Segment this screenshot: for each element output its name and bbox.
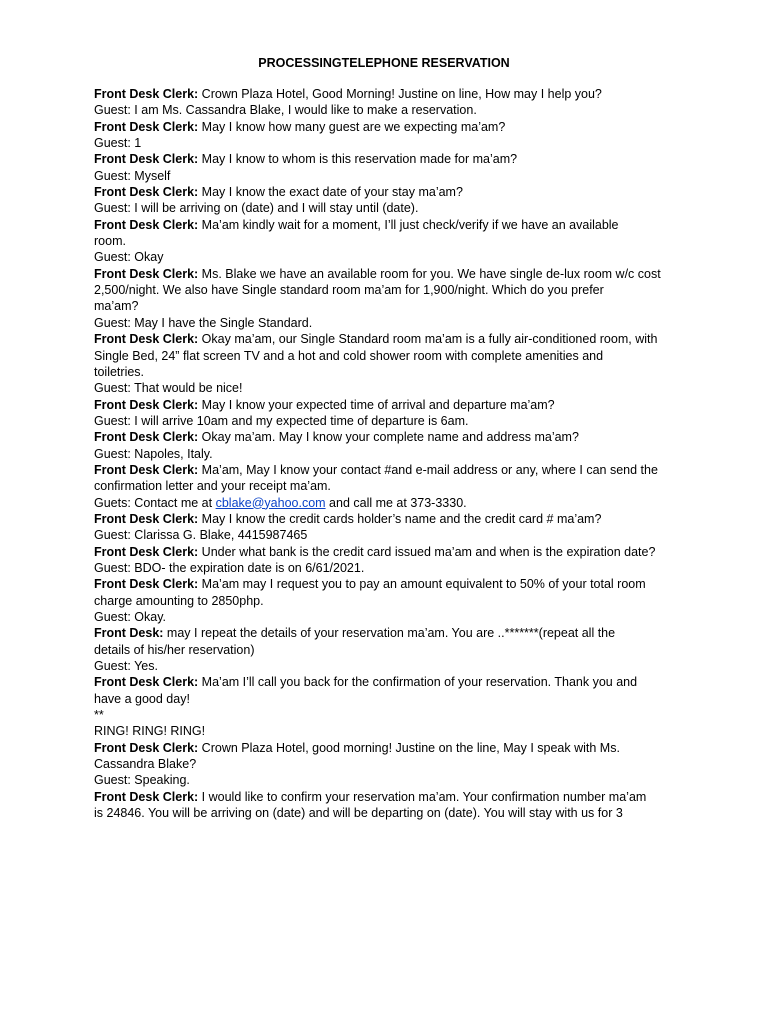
- dialogue-line: [94, 511, 684, 527]
- dialogue-line: [94, 168, 684, 184]
- speaker-label: Front Desk Clerk:: [94, 740, 199, 755]
- speaker-label: Front Desk:: [94, 626, 164, 641]
- dialogue-line: [94, 429, 684, 445]
- line-text: Cassandra Blake?: [94, 757, 197, 772]
- line-text: may I repeat the details of your reservation ma’am. You are ..*******(repeat all the: [163, 626, 616, 641]
- line-text: Single Bed, 24” flat screen TV and a hot and cold shower room with complete amenities and: [94, 348, 604, 363]
- speaker-label: Front Desk Clerk:: [94, 185, 199, 200]
- dialogue-line: [94, 772, 684, 788]
- dialogue-line: [94, 119, 684, 135]
- dialogue-line: [94, 625, 684, 641]
- dialogue-line: [94, 789, 684, 805]
- dialogue-line: [94, 544, 684, 560]
- line-text: Guest: Speaking.: [94, 773, 190, 788]
- dialogue-line: [94, 151, 684, 167]
- dialogue-line: [94, 723, 684, 739]
- dialogue-line: [94, 298, 684, 314]
- line-text: RING! RING! RING!: [94, 724, 206, 739]
- dialogue-line: [94, 282, 684, 298]
- dialogue-line: [94, 462, 684, 478]
- line-text: Ma’am may I request you to pay an amount equivalent to 50% of your total room: [198, 577, 646, 592]
- speaker-label: Front Desk Clerk:: [94, 217, 199, 232]
- dialogue-line: [94, 560, 684, 576]
- line-text: May I know how many guest are we expecting ma’am?: [198, 119, 506, 134]
- dialogue-line: [94, 658, 684, 674]
- dialogue-line: [94, 642, 684, 658]
- dialogue-line: [94, 478, 684, 494]
- dialogue-line: [94, 266, 684, 282]
- line-text: May I know the exact date of your stay ma’am?: [198, 185, 463, 200]
- speaker-label: Front Desk Clerk:: [94, 675, 199, 690]
- speaker-label: Front Desk Clerk:: [94, 87, 199, 101]
- line-text: Guest: Myself: [94, 168, 171, 183]
- speaker-label: Front Desk Clerk:: [94, 511, 199, 526]
- document-title: PROCESSINGTELEPHONE RESERVATION: [258, 56, 510, 70]
- line-text: Guest: Okay: [94, 250, 164, 265]
- line-text: Okay ma’am. May I know your complete name and address ma’am?: [198, 430, 579, 445]
- line-text: room.: [94, 234, 126, 249]
- line-text: 2,500/night. We also have Single standard room ma’am for 1,900/night. Which do you prefer: [94, 283, 604, 298]
- line-text: May I know to whom is this reservation made for ma’am?: [198, 152, 518, 167]
- dialogue-line: [94, 184, 684, 200]
- dialogue-line: [94, 495, 684, 511]
- dialogue-line: [94, 446, 684, 462]
- line-text: Guest: I will be arriving on (date) and I will stay until (date).: [94, 201, 419, 216]
- line-text: Under what bank is the credit card issued ma’am and when is the expiration date?: [198, 544, 656, 559]
- speaker-label: Front Desk Clerk:: [94, 789, 199, 804]
- line-text: Guest: I am Ms. Cassandra Blake, I would like to make a reservation.: [94, 103, 477, 118]
- dialogue-line: [94, 576, 684, 592]
- dialogue-line: [94, 348, 684, 364]
- dialogue-line: [94, 200, 684, 216]
- line-text: Guest: That would be nice!: [94, 381, 243, 396]
- dialogue-line: [94, 380, 684, 396]
- dialogue-line: [94, 674, 684, 690]
- line-text: Ma’am I’ll call you back for the confirmation of your reservation. Thank you and: [198, 675, 638, 690]
- dialogue-line: [94, 593, 684, 609]
- dialogue-line: [94, 609, 684, 625]
- dialogue-line: [94, 135, 684, 151]
- speaker-label: Front Desk Clerk:: [94, 430, 199, 445]
- dialogue-line: [94, 315, 684, 331]
- dialogue-line: [94, 397, 684, 413]
- speaker-label: Front Desk Clerk:: [94, 544, 199, 559]
- line-text: Guest: BDO- the expiration date is on 6/61/2021.: [94, 560, 365, 575]
- dialogue-line: [94, 217, 684, 233]
- dialogue-line: [94, 413, 684, 429]
- line-text: Ma’am, May I know your contact #and e-mail address or any, where I can send the: [198, 462, 658, 477]
- dialogue-line: [94, 740, 684, 756]
- dialogue-line: [94, 805, 684, 821]
- speaker-label: Front Desk Clerk:: [94, 119, 199, 134]
- line-text: **: [94, 708, 104, 723]
- line-text: May I know your expected time of arrival and departure ma’am?: [198, 397, 555, 412]
- line-text: confirmation letter and your receipt ma’am.: [94, 479, 331, 494]
- line-text: I would like to confirm your reservation ma’am. Your confirmation number ma’am: [198, 789, 647, 804]
- speaker-label: Front Desk Clerk:: [94, 152, 199, 167]
- dialogue-line: [94, 527, 684, 543]
- speaker-label: Front Desk Clerk:: [94, 462, 199, 477]
- line-text: ma’am?: [94, 299, 139, 314]
- email-link[interactable]: cblake@yahoo.com: [215, 495, 326, 510]
- speaker-label: Front Desk Clerk:: [94, 266, 199, 281]
- speaker-label: Front Desk Clerk:: [94, 332, 199, 347]
- line-text: Ma’am kindly wait for a moment, I’ll just check/verify if we have an available: [198, 217, 619, 232]
- line-text: Guets: Contact me at: [94, 495, 216, 510]
- line-text: Guest: I will arrive 10am and my expected time of departure is 6am.: [94, 413, 469, 428]
- line-text: Guest: May I have the Single Standard.: [94, 315, 313, 330]
- line-text: Crown Plaza Hotel, Good Morning! Justine on line, How may I help you?: [198, 87, 602, 101]
- line-text: Guest: 1: [94, 136, 142, 151]
- dialogue-line: [94, 756, 684, 772]
- dialogue-line: [94, 249, 684, 265]
- line-text: Guest: Napoles, Italy.: [94, 446, 213, 461]
- line-text: Guest: Yes.: [94, 659, 158, 674]
- dialogue-line: [94, 331, 684, 347]
- dialogue-line: [94, 86, 684, 102]
- speaker-label: Front Desk Clerk:: [94, 397, 199, 412]
- line-text: Guest: Clarissa G. Blake, 4415987465: [94, 528, 308, 543]
- line-text: toiletries.: [94, 364, 145, 379]
- dialogue-body: [94, 86, 684, 821]
- dialogue-line: [94, 364, 684, 380]
- line-text-after: and call me at 373-3330.: [325, 495, 467, 510]
- line-text: Guest: Okay.: [94, 610, 167, 624]
- line-text: is 24846. You will be arriving on (date) and will be departing on (date). You will stay with us for 3: [94, 806, 623, 821]
- dialogue-line: [94, 691, 684, 707]
- line-text: May I know the credit cards holder’s name and the credit card # ma’am?: [198, 511, 602, 526]
- line-text: Okay ma’am, our Single Standard room ma’am is a fully air-conditioned room, with: [198, 332, 658, 347]
- speaker-label: Front Desk Clerk:: [94, 577, 199, 592]
- line-text: Ms. Blake we have an available room for you. We have single de-lux room w/c cost: [198, 266, 661, 281]
- line-text: charge amounting to 2850php.: [94, 593, 264, 608]
- line-text: have a good day!: [94, 691, 190, 706]
- dialogue-line: [94, 102, 684, 118]
- dialogue-line: [94, 707, 684, 723]
- line-text: details of his/her reservation): [94, 642, 255, 657]
- dialogue-line: [94, 233, 684, 249]
- line-text: Crown Plaza Hotel, good morning! Justine on the line, May I speak with Ms.: [198, 740, 620, 755]
